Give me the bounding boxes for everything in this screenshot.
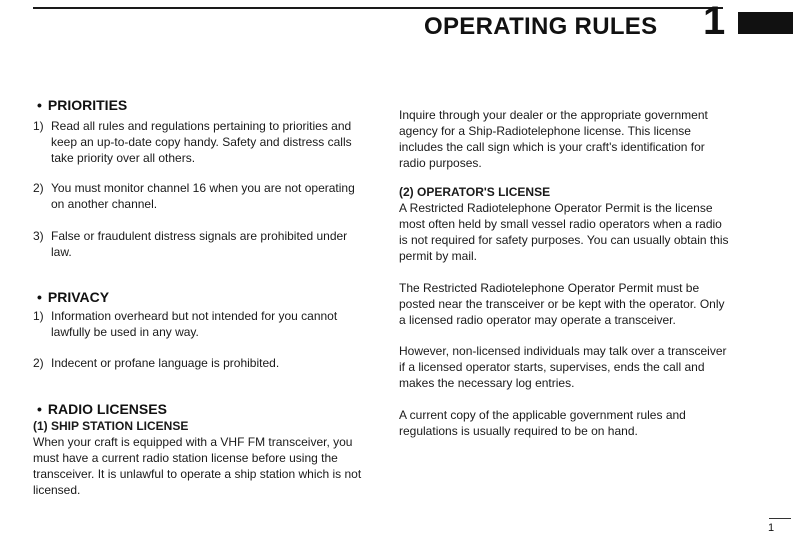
operators-license-subheading: (2) OPERATOR'S LICENSE xyxy=(399,185,551,199)
page-number-rule xyxy=(769,518,791,519)
bullet-icon: • xyxy=(37,401,42,417)
priorities-item-1 xyxy=(33,118,365,166)
bullet-icon: • xyxy=(37,289,42,305)
item-number: 2) xyxy=(33,356,44,370)
item-text: False or fraudulent distress signals are prohibited under law. xyxy=(51,229,348,259)
priorities-item-2 xyxy=(33,180,365,212)
item-number: 3) xyxy=(33,229,44,243)
operators-license-text: A Restricted Radiotelephone Operator Permit is the license most often held by small vessel radio operators when a radio is not required for safety purposes. You can usually obtain this permit by mail. xyxy=(399,201,729,263)
item-text: You must monitor channel 16 when you are not operating on another channel. xyxy=(51,181,355,211)
page-number: 1 xyxy=(768,522,775,534)
radio-licenses-heading: • RADIO LICENSES xyxy=(37,401,167,417)
item-number: 1) xyxy=(33,119,44,133)
chapter-tab xyxy=(738,12,793,34)
priorities-item-3 xyxy=(33,228,365,260)
item-text: Indecent or profane language is prohibited. xyxy=(51,356,280,370)
privacy-heading: • PRIVACY xyxy=(37,289,110,305)
privacy-item-1 xyxy=(33,308,365,340)
priorities-heading: • PRIORITIES xyxy=(37,97,128,113)
chapter-number: 1 xyxy=(703,0,726,43)
non-licensed-paragraph: However, non-licensed individuals may talk over a transceiver if a licensed operator starts, supervises, ends the call and makes the necessary log entries. xyxy=(399,344,727,390)
ship-station-license-subheading: (1) SHIP STATION LICENSE xyxy=(33,419,189,433)
item-number: 1) xyxy=(33,309,44,323)
item-number: 2) xyxy=(33,181,44,195)
privacy-item-2 xyxy=(33,355,365,371)
posted-paragraph: The Restricted Radiotelephone Operator Permit must be posted near the transceiver or be kept with the operator. Only a licensed radio operator may operate a transceiver. xyxy=(399,281,725,327)
header-rule xyxy=(33,7,723,9)
page-title: OPERATING RULES xyxy=(424,13,658,40)
inquire-paragraph: Inquire through your dealer or the appropriate government agency for a Ship-Radiotelephone license. This license includes the call sign which is your craft's identification for radio purposes. xyxy=(399,108,708,170)
ship-station-license-text: When your craft is equipped with a VHF FM transceiver, you must have a current radio station license before using the transceiver. It is unlawful to operate a ship station which is not licensed. xyxy=(33,435,362,497)
item-text: Read all rules and regulations pertaining to priorities and keep an up-to-date copy handy. Safety and distress calls take priority over all others. xyxy=(51,119,352,165)
bullet-icon: • xyxy=(37,97,42,113)
current-copy-paragraph: A current copy of the applicable government rules and regulations is usually required to be on hand. xyxy=(399,408,686,438)
item-text: Information overheard but not intended for you cannot lawfully be used in any way. xyxy=(51,309,338,339)
